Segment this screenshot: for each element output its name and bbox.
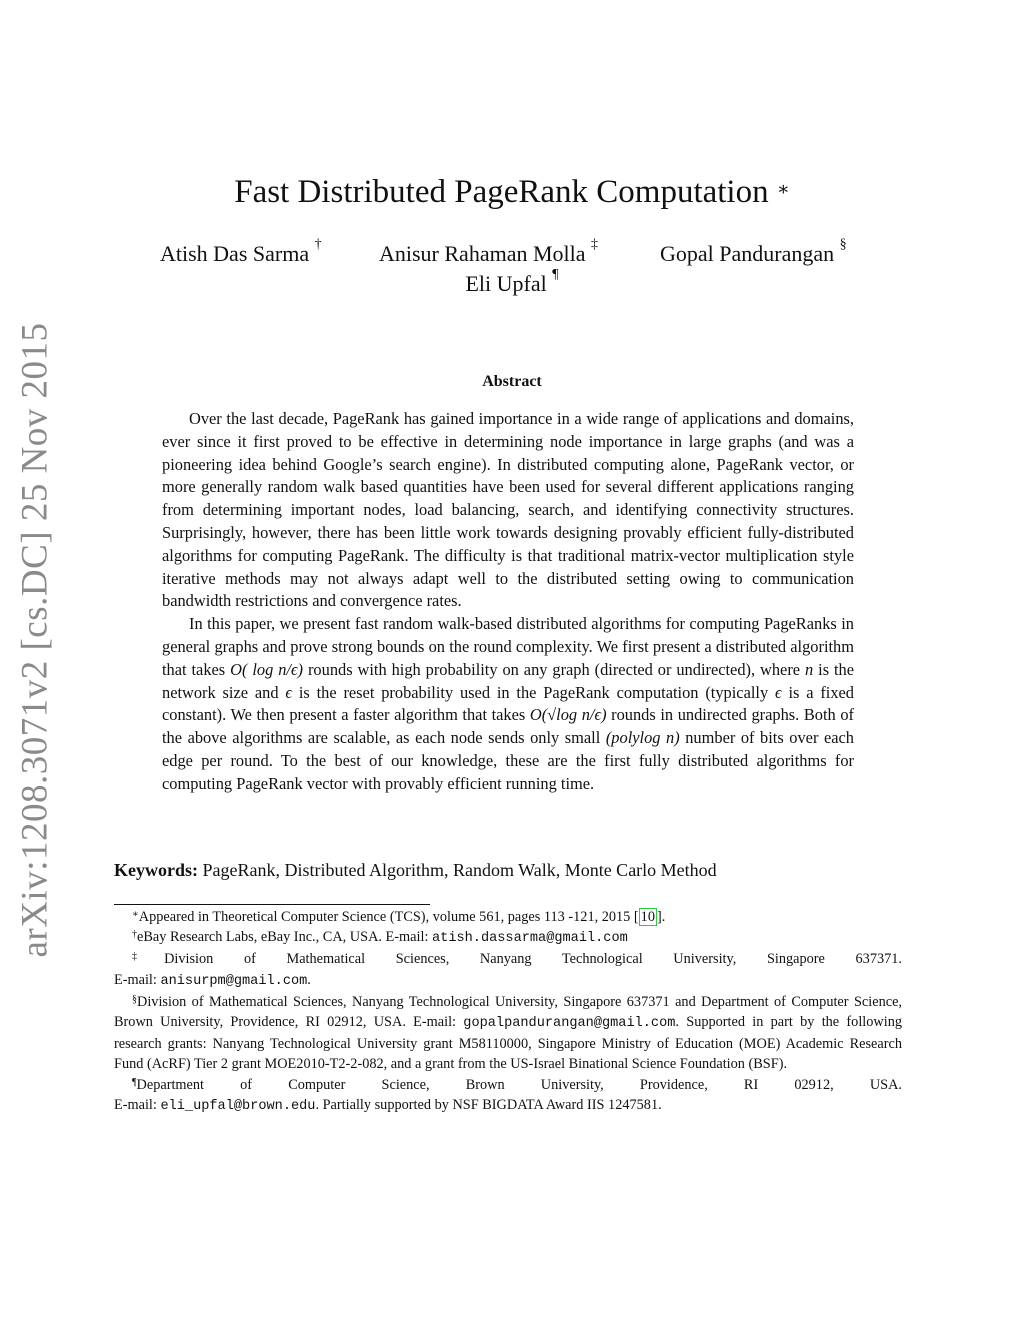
text-run: E-mail: [114, 1096, 161, 1113]
email-link[interactable]: anisurpm@gmail.com [160, 973, 308, 989]
text-run: Appeared in Theoretical Computer Science (TCS), volume 561, pages 113 -121, 2015 [ [138, 909, 639, 925]
text-run: is a fixed constant). We then present a faster algorithm that takes [162, 682, 854, 725]
author-name: Gopal Pandurangan [660, 241, 835, 266]
text-run: . Supported in part by the following research grants: Nanyang Technological University grant M58110000, Singapore Ministry of Education (MOE) Academic Research Fund (AcRF) Tier 2 grant MOE2010-T2-2-082, and a grant from the US-Israel Binational Science Foundation (BSF). [114, 1014, 903, 1073]
author-name: Atish Das Sarma [160, 241, 310, 266]
abstract-paragraph-1: Over the last decade, PageRank has gained importance in a wide range of applications and domains, ever since it first proved to be effective in determining node importance in large graphs (and was a pioneering idea behind Google’s search engine). In distributed computing alone, PageRank vector, or more generally random walk based quantities have been used for several different applications ranging from determining important nodes, load balancing, search, and identifying connectivity structures. Surprisingly, however, there has been little work towards designing provably efficient fully-distributed algorithms for computing PageRank. The difficulty is that traditional matrix-vector multiplication style iterative methods may not always adapt well to the distributed setting owing to communication bandwidth restrictions and convergence rates. [162, 409, 854, 611]
text-run: Division of Mathematical Sciences, Nanyang Technological University, Singapore 637371. [164, 951, 903, 968]
math-epsilon: ϵ [285, 682, 292, 702]
text-run: Division of Mathematical Sciences, Nanyang Technological University, Singapore 637371 and Department of Computer Science, Brown University, Providence, RI 02912, USA. E-mail: [114, 993, 902, 1031]
text-run: is the reset probability used in the PageRank computation (typically [298, 682, 769, 702]
math-complexity-2: O(√log n/ϵ) [529, 705, 607, 725]
footnote-mark: ¶ [132, 1076, 137, 1088]
footnote-5-cont [114, 1095, 902, 1117]
math-n: n [805, 659, 814, 679]
author-name: Eli Upfal [465, 271, 547, 296]
text-run: In this paper, we present fast random walk-based distributed algorithms for computing PageRanks in general graphs and prove strong bounds on the round complexity. We first present a distributed algorithm that takes [162, 614, 854, 679]
footnote-4 [114, 992, 902, 1075]
footnote-3 [114, 949, 902, 969]
author-4 [0, 267, 1024, 297]
footnote-mark: ∗ [132, 909, 139, 920]
author-footnote-mark: † [314, 237, 322, 252]
author-1 [160, 237, 322, 267]
footnote-divider [114, 904, 430, 905]
footnote-5 [114, 1075, 902, 1095]
text-run: eBay Research Labs, eBay Inc., CA, USA. E-mail: [137, 929, 432, 946]
footnote-1 [114, 907, 902, 927]
text-run: . Partially supported by NSF BIGDATA Award IIS 1247581. [315, 1096, 662, 1113]
text-run: E-mail: [114, 971, 161, 988]
keywords-line [114, 858, 914, 882]
paper-title [0, 172, 1024, 212]
footnote-mark: † [132, 929, 137, 941]
abstract-heading: Abstract [482, 373, 542, 390]
footnote-mark: ‡ [132, 951, 165, 963]
author-2 [379, 237, 599, 267]
math-epsilon: ϵ [775, 682, 782, 702]
author-name: Anisur Rahaman Molla [379, 241, 586, 266]
math-polylog: (polylog n) [605, 728, 680, 748]
text-run: ]. [656, 909, 666, 925]
keywords-label: Keywords: [114, 860, 198, 880]
text-run: Department of Computer Science, Brown University, Providence, RI 02912, USA. [136, 1076, 902, 1093]
arxiv-identifier: arXiv:1208.3071v2 [cs.DC] 25 Nov 2015 [14, 322, 56, 958]
abstract-paragraph-2 [162, 613, 854, 795]
footnote-2 [114, 927, 902, 949]
title-footnote-mark: ∗ [776, 179, 790, 200]
text-run: rounds with high probability on any graph (directed or undirected), where [307, 659, 801, 679]
footnote-3-cont: E-mail: anisurpm@gmail.com. [114, 971, 311, 989]
footnote-mark: § [132, 993, 137, 1005]
email-link[interactable]: atish.dassarma@gmail.com [432, 931, 628, 947]
text-run: is the network size and [162, 659, 855, 702]
author-3 [660, 237, 847, 267]
author-footnote-mark: ¶ [552, 267, 559, 282]
author-footnote-mark: ‡ [591, 237, 599, 252]
keywords-list: PageRank, Distributed Algorithm, Random Walk, Monte Carlo Method [202, 860, 717, 880]
abstract-body [162, 408, 854, 796]
text-run: rounds in undirected graphs. Both of the above algorithms are scalable, as each node sends only small [162, 705, 854, 748]
citation-link[interactable]: 10 [640, 909, 655, 925]
footnotes [114, 907, 902, 1117]
title-text: Fast Distributed PageRank Computation [234, 174, 769, 210]
authors-list [0, 237, 1024, 275]
text-run: number of bits over each edge per round. To the best of our knowledge, these are the first fully distributed algorithms for computing PageRank vector with provably efficient running time. [162, 728, 854, 793]
math-complexity-1: O( log n/ϵ) [230, 659, 304, 679]
email-link[interactable]: eli_upfal@brown.edu [160, 1098, 316, 1114]
email-link[interactable]: gopalpandurangan@gmail.com [463, 1016, 676, 1032]
author-footnote-mark: § [839, 237, 847, 252]
